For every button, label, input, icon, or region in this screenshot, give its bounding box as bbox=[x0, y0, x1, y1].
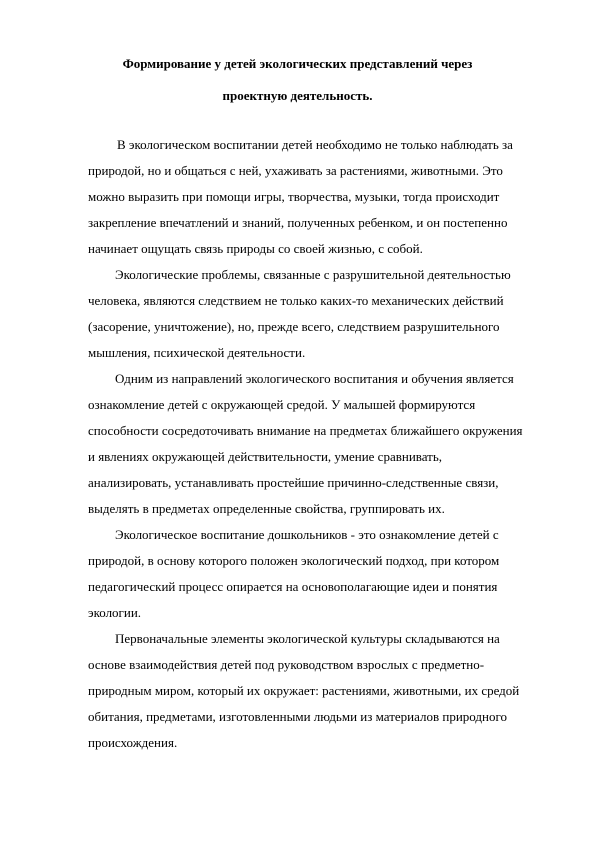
paragraph-5-line-2: основе взаимодействия детей под руководством взрослых с предметно- bbox=[88, 657, 485, 672]
paragraph-3-line-2: ознакомление детей с окружающей средой. У малышей формируются bbox=[88, 397, 476, 412]
paragraph-4-line-3: педагогический процесс опирается на основополагающие идеи и понятия bbox=[88, 579, 498, 594]
paragraph-1-line-5: начинает ощущать связь природы со своей жизнью, с собой. bbox=[88, 241, 423, 256]
paragraph-2-line-3: (засорение, уничтожение), но, прежде всего, следствием разрушительного bbox=[88, 319, 500, 334]
paragraph-2-line-1: Экологические проблемы, связанные с разрушительной деятельностью bbox=[115, 267, 511, 282]
paragraph-5-line-4: обитания, предметами, изготовленными людьми из материалов природного bbox=[88, 709, 507, 724]
paragraph-1-line-2: природой, но и общаться с ней, ухаживать за растениями, животными. Это bbox=[88, 163, 503, 178]
paragraph-2-line-4: мышления, психической деятельности. bbox=[88, 345, 306, 360]
paragraph-4-line-1: Экологическое воспитание дошкольников - это ознакомление детей с bbox=[115, 527, 499, 542]
paragraph-5-line-5: происхождения. bbox=[88, 735, 178, 750]
paragraph-1-line-4: закрепление впечатлений и знаний, полученных ребенком, и он постепенно bbox=[88, 215, 508, 230]
paragraph-1-line-1: В экологическом воспитании детей необходимо не только наблюдать за bbox=[117, 137, 513, 152]
paragraph-2-line-2: человека, являются следствием не только каких-то механических действий bbox=[88, 293, 504, 308]
paragraph-3-line-1: Одним из направлений экологического воспитания и обучения является bbox=[115, 371, 514, 386]
document-title-line-1: Формирование у детей экологических представлений через bbox=[122, 56, 473, 71]
paragraph-3-line-5: анализировать, устанавливать простейшие причинно-следственные связи, bbox=[88, 475, 499, 490]
paragraph-5-line-1: Первоначальные элементы экологической культуры складываются на bbox=[115, 631, 500, 646]
paragraph-4-line-2: природой, в основу которого положен экологический подход, при котором bbox=[88, 553, 500, 568]
paragraph-3-line-6: выделять в предметах определенные свойства, группировать их. bbox=[88, 501, 445, 516]
document-title-line-2: проектную деятельность. bbox=[222, 88, 373, 103]
paragraph-3-line-4: и явлениях окружающей действительности, умение сравнивать, bbox=[88, 449, 443, 464]
paragraph-5-line-3: природным миром, который их окружает: растениями, животными, их средой bbox=[88, 683, 520, 698]
paragraph-1-line-3: можно выразить при помощи игры, творчества, музыки, тогда происходит bbox=[88, 189, 500, 204]
paragraph-3-line-3: способности сосредоточивать внимание на предметах ближайшего окружения bbox=[88, 423, 523, 438]
paragraph-4-line-4: экологии. bbox=[88, 605, 142, 620]
